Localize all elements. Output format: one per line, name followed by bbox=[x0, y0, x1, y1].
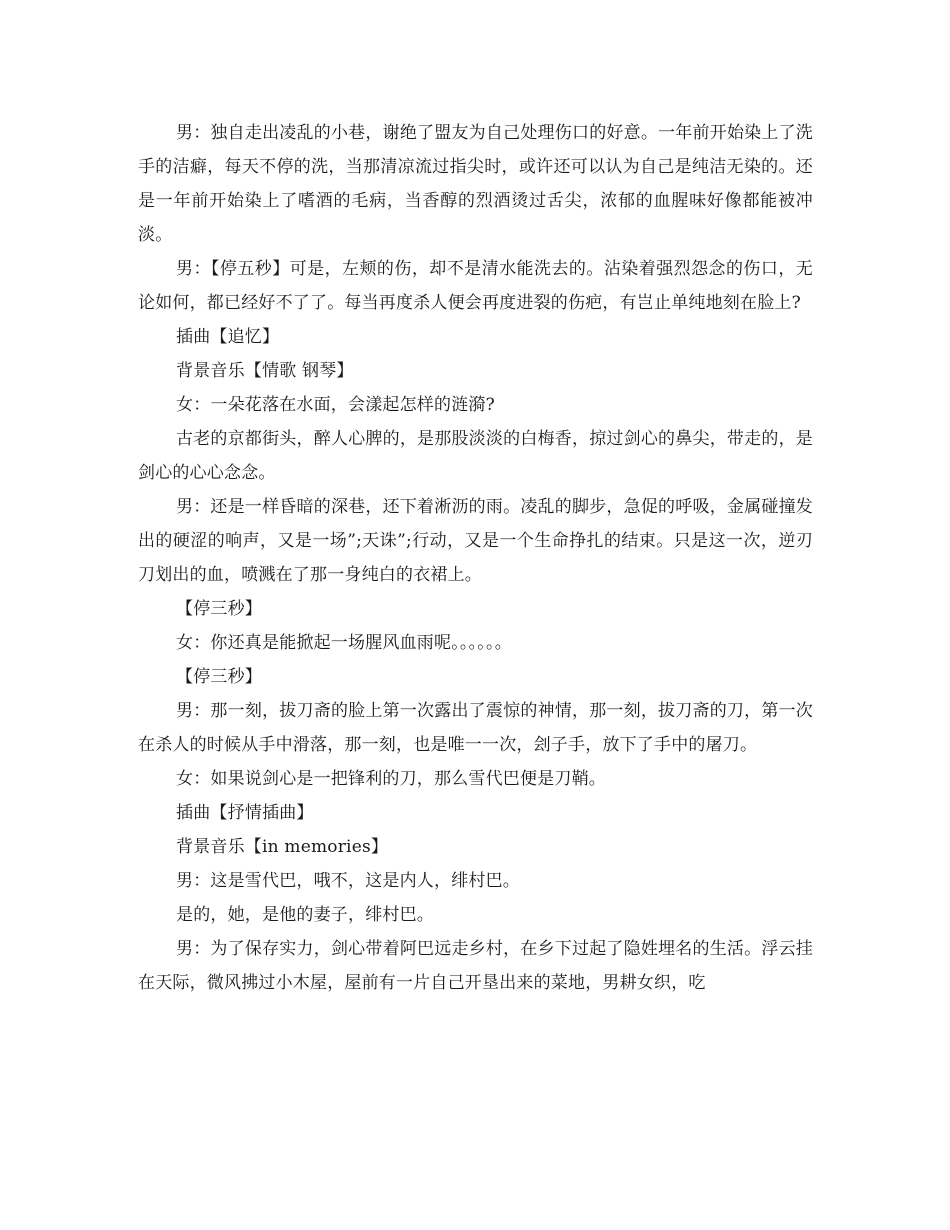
paragraph-16: 是的，她，是他的妻子，绯村巴。 bbox=[176, 905, 434, 925]
paragraph-13: 插曲【抒情插曲】 bbox=[176, 803, 314, 823]
paragraph-10: 【停三秒】 bbox=[176, 667, 262, 687]
paragraph-8: 【停三秒】 bbox=[176, 599, 262, 619]
paragraph-2: 男：【停五秒】可是，左颊的伤，却不是清水能洗去的。沾染着强烈怨念的伤口，无论如何，都已经好不了了。每当再度杀人便会再度进裂的伤疤，有岂止单纯地刻在脸上? bbox=[138, 259, 813, 313]
paragraph-3: 插曲【追忆】 bbox=[176, 327, 280, 347]
paragraph-15: 男：这是雪代巴，哦不，这是内人，绯村巴。 bbox=[176, 871, 520, 891]
paragraph-5: 女：一朵花落在水面，会漾起怎样的涟漪? bbox=[176, 395, 495, 415]
document-body bbox=[138, 116, 813, 1000]
paragraph-17: 男：为了保存实力，剑心带着阿巴远走乡村，在乡下过起了隐姓埋名的生活。浮云挂在天际，微风拂过小木屋，屋前有一片自己开垦出来的菜地，男耕女织，吃 bbox=[138, 939, 813, 993]
paragraph-7: 男：还是一样昏暗的深巷，还下着淅沥的雨。凌乱的脚步，急促的呼吸，金属碰撞发出的硬涩的响声，又是一场”;天诛”;行动，又是一个生命挣扎的结束。只是这一次，逆刃刀划出的血，喷溅在了那一身纯白的衣裙上。 bbox=[138, 497, 813, 585]
paragraph-6: 古老的京都街头，醉人心脾的，是那股淡淡的白梅香，掠过剑心的鼻尖，带走的，是剑心的心心念念。 bbox=[138, 429, 813, 483]
paragraph-1: 男：独自走出凌乱的小巷，谢绝了盟友为自己处理伤口的好意。一年前开始染上了洗手的洁癖，每天不停的洗，当那清凉流过指尖时，或许还可以认为自己是纯洁无染的。还是一年前开始染上了嗜酒的毛病，当香醇的烈酒烫过舌尖，浓郁的血腥味好像都能被冲淡。 bbox=[138, 123, 813, 245]
paragraph-4: 背景音乐【情歌 钢琴】 bbox=[176, 361, 354, 381]
paragraph-12: 女：如果说剑心是一把锋利的刀，那么雪代巴便是刀鞘。 bbox=[176, 769, 606, 789]
paragraph-9: 女：你还真是能掀起一场腥风血雨呢。。。。。。 bbox=[176, 633, 512, 653]
paragraph-11: 男：那一刻，拔刀斋的脸上第一次露出了震惊的神情，那一刻，拔刀斋的刀，第一次在杀人的时候从手中滑落，那一刻，也是唯一一次，刽子手，放下了手中的屠刀。 bbox=[138, 701, 813, 755]
paragraph-14: 背景音乐【in memories】 bbox=[176, 837, 389, 857]
